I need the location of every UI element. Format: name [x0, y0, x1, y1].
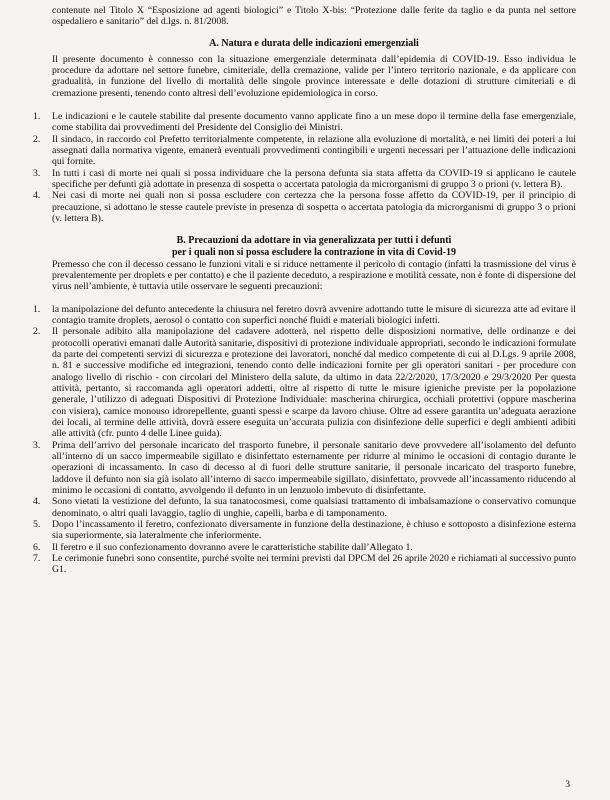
list-item [33, 519, 576, 542]
list-item [33, 553, 576, 576]
list-item [33, 303, 576, 327]
list-item [33, 133, 576, 168]
list-item [33, 111, 576, 134]
list-item-text: Il personale adibito alla manipolazione del cadavere adotterà, nel rispetto delle disposizioni normative, delle ordinanze e dei protocolli operativi emanati dalle Autorità sanitarie, dispositivi di protezione individuale appropriati, secondo le indicazioni formulate da parte dei competenti servizi di sicurezza e protezione dei lavoratori, nonché dal medico competente di cui al D.Lgs. 9 aprile 2008, n. 81 e successive modifiche ed integrazioni, tenendo conto delle indicazioni fornite per gli operatori sanitari - per procedure con analogo livello di rischio - con circolari del Ministero della salute, da ultimo in data 22/2/2020, 17/3/2020 e 29/3/2020 Per questa attività, pertanto, si raccomanda agli operatori addetti, oltre al rispetto di tutte le misure igieniche previste per la popolazione generale, l’utilizzo di adeguati Dispositivi di Protezione Individuale: mascherina chirurgica, occhiali protettivi (oppure mascherina con visiera), camice monouso idrorepellente, guanti spessi e scarpe da lavoro chiuse. Oltre ad essere garantita un’adeguata aerazione dei locali, al termine delle attività, dovrà essere eseguita un’accurata pulizia con disinfezione delle superfici e degli ambienti adibiti alle attività (cfr. punto 4 delle Linee guida). [52, 326, 576, 440]
list-item-text: Sono vietati la vestizione del defunto, la sua tanatocosmesi, come qualsiasi trattamento di imbalsamazione o conservativo comunque denominato, o altri quali lavaggio, taglio di unghie, capelli, barba e di tamponamento. [52, 496, 576, 519]
list-item [33, 541, 576, 553]
intro-paragraph: contenute nel Titolo X “Esposizione ad agenti biologici” e Titolo X-bis: “Protezione dalle ferite da taglio e da punta nel settore ospedaliero e sanitario” del d.lgs. n. 81/2008. [52, 5, 576, 28]
list-item-number: 3. [33, 439, 41, 451]
list-item-text: Le indicazioni e le cautele stabilite dal presente documento vanno applicate fino a un mese dopo il termine della fase emergenziale, come stabilita dai provvedimenti del Presidente del Consiglio dei Ministri. [52, 111, 576, 134]
list-item-text: Il sindaco, in raccordo col Prefetto territorialmente competente, in relazione alla evoluzione di mortalità, e nei limiti dei poteri a lui assegnati dalla normativa vigente, emanerà eventuali provvedimenti contingibili e urgenti necessari per l’attuazione delle indicazioni qui fornite. [52, 133, 576, 168]
list-item-text: Il feretro e il suo confezionamento dovranno avere le caratteristiche stabilite dall’Allegato 1. [52, 541, 413, 553]
list-item-number: 1. [33, 111, 41, 123]
section-b-title-line1: B. Precauzioni da adottare in via generalizzata per tutti i defunti [176, 234, 452, 246]
list-item-number: 7. [33, 553, 41, 565]
list-item-number: 3. [33, 167, 41, 179]
list-item-text: la manipolazione del defunto antecedente la chiusura nel feretro dovrà avvenire adottando tutte le misure di sicurezza atte ad evitare il contagio tramite droplets, aerosol o contatto con superfici nonché fluidi e materiali biologici infetti. [52, 303, 576, 326]
list-item [33, 439, 576, 497]
list-item [33, 167, 576, 191]
list-item-text: Prima dell’arrivo del personale incaricato del trasporto funebre, il personale sanitario deve provvedere all’isolamento del defunto all’interno di un sacco impermeabile sigillato e disinfettato esternamente per ridurre al minimo le occasioni di contagio durante le operazioni di incassamento. In caso di decesso al di fuori delle strutture sanitarie, il personale incaricato del trasporto funebre, laddove il defunto non sia già isolato all’interno di sacco impermeabile sigillato, disinfettato, provvede all’incassamento riducendo al minimo le occasioni di contatto, avvolgendo il defunto in un lenzuolo imbevuto di disinfettante. [52, 439, 576, 497]
list-item-text: Nei casi di morte nei quali non si possa escludere con certezza che la persona fosse affetto da COVID-19, per il principio di precauzione, si adottano le stesse cautele previste in presenza di sospetta o accertata patologia da microrganismi di gruppo 3 o prioni (v. lettera B). [52, 190, 576, 225]
list-item-text: In tutti i casi di morte nei quali si possa individuare che la persona defunta sia stata affetta da COVID-19 si applicano le cautele specifiche per defunti già adottate in presenza di sospetta o accertata patologia da microrganismi di gruppo 3 o prioni (v. lettera B). [52, 167, 576, 191]
list-item-text: Dopo l’incassamento il feretro, confezionato diversamente in funzione della destinazione, è chiuso e sottoposto a disinfezione esterna sia superiormente, sia lateralmente che inferiormente. [52, 519, 576, 542]
list-item-text: Le cerimonie funebri sono consentite, purché svolte nei termini previsti dal DPCM del 26 aprile 2020 e richiamati al successivo punto G1. [52, 553, 576, 576]
list-item [33, 496, 576, 519]
section-b-title-line2: per i quali non si possa escludere la contrazione in vita di Covid-19 [171, 246, 457, 258]
list-item-number: 4. [33, 190, 41, 202]
list-item [33, 190, 576, 225]
section-b-title [52, 235, 576, 259]
section-b-list [33, 303, 576, 576]
page-number: 3 [565, 780, 570, 790]
list-item-number: 1. [33, 303, 41, 315]
list-item-number: 6. [33, 541, 41, 553]
list-item-number: 2. [33, 133, 41, 145]
section-b-paragraph: Premesso che con il decesso cessano le funzioni vitali e si riduce nettamente il pericolo di contagio (infatti la trasmissione del virus è prevalentemente per droplets e per contatto) e che il paziente deceduto, a respirazione e motilità cessate, non è fonte di dispersione del virus nell’ambiente, è tuttavia utile osservare le seguenti precauzioni: [52, 258, 576, 293]
list-item-number: 2. [33, 326, 41, 338]
section-a-list [33, 111, 576, 225]
section-a-title: A. Natura e durata delle indicazioni emergenziali [209, 37, 419, 49]
list-item-number: 4. [33, 496, 41, 508]
list-item-number: 5. [33, 519, 41, 531]
list-item [33, 326, 576, 440]
section-a-paragraph: Il presente documento è connesso con la situazione emergenziale determinata dall’epidemia di COVID-19. Esso individua le procedure da adottare nel settore funebre, cimiteriale, della cremazione, valide per l’intero territorio nazionale, e da applicare con gradualità, in funzione del livello di mortalità delle singole province interessate e delle dotazioni di strutture cimiteriali e di cremazione presenti, tenendo conto altresì dell’evoluzione epidemiologica in corso. [52, 53, 576, 99]
